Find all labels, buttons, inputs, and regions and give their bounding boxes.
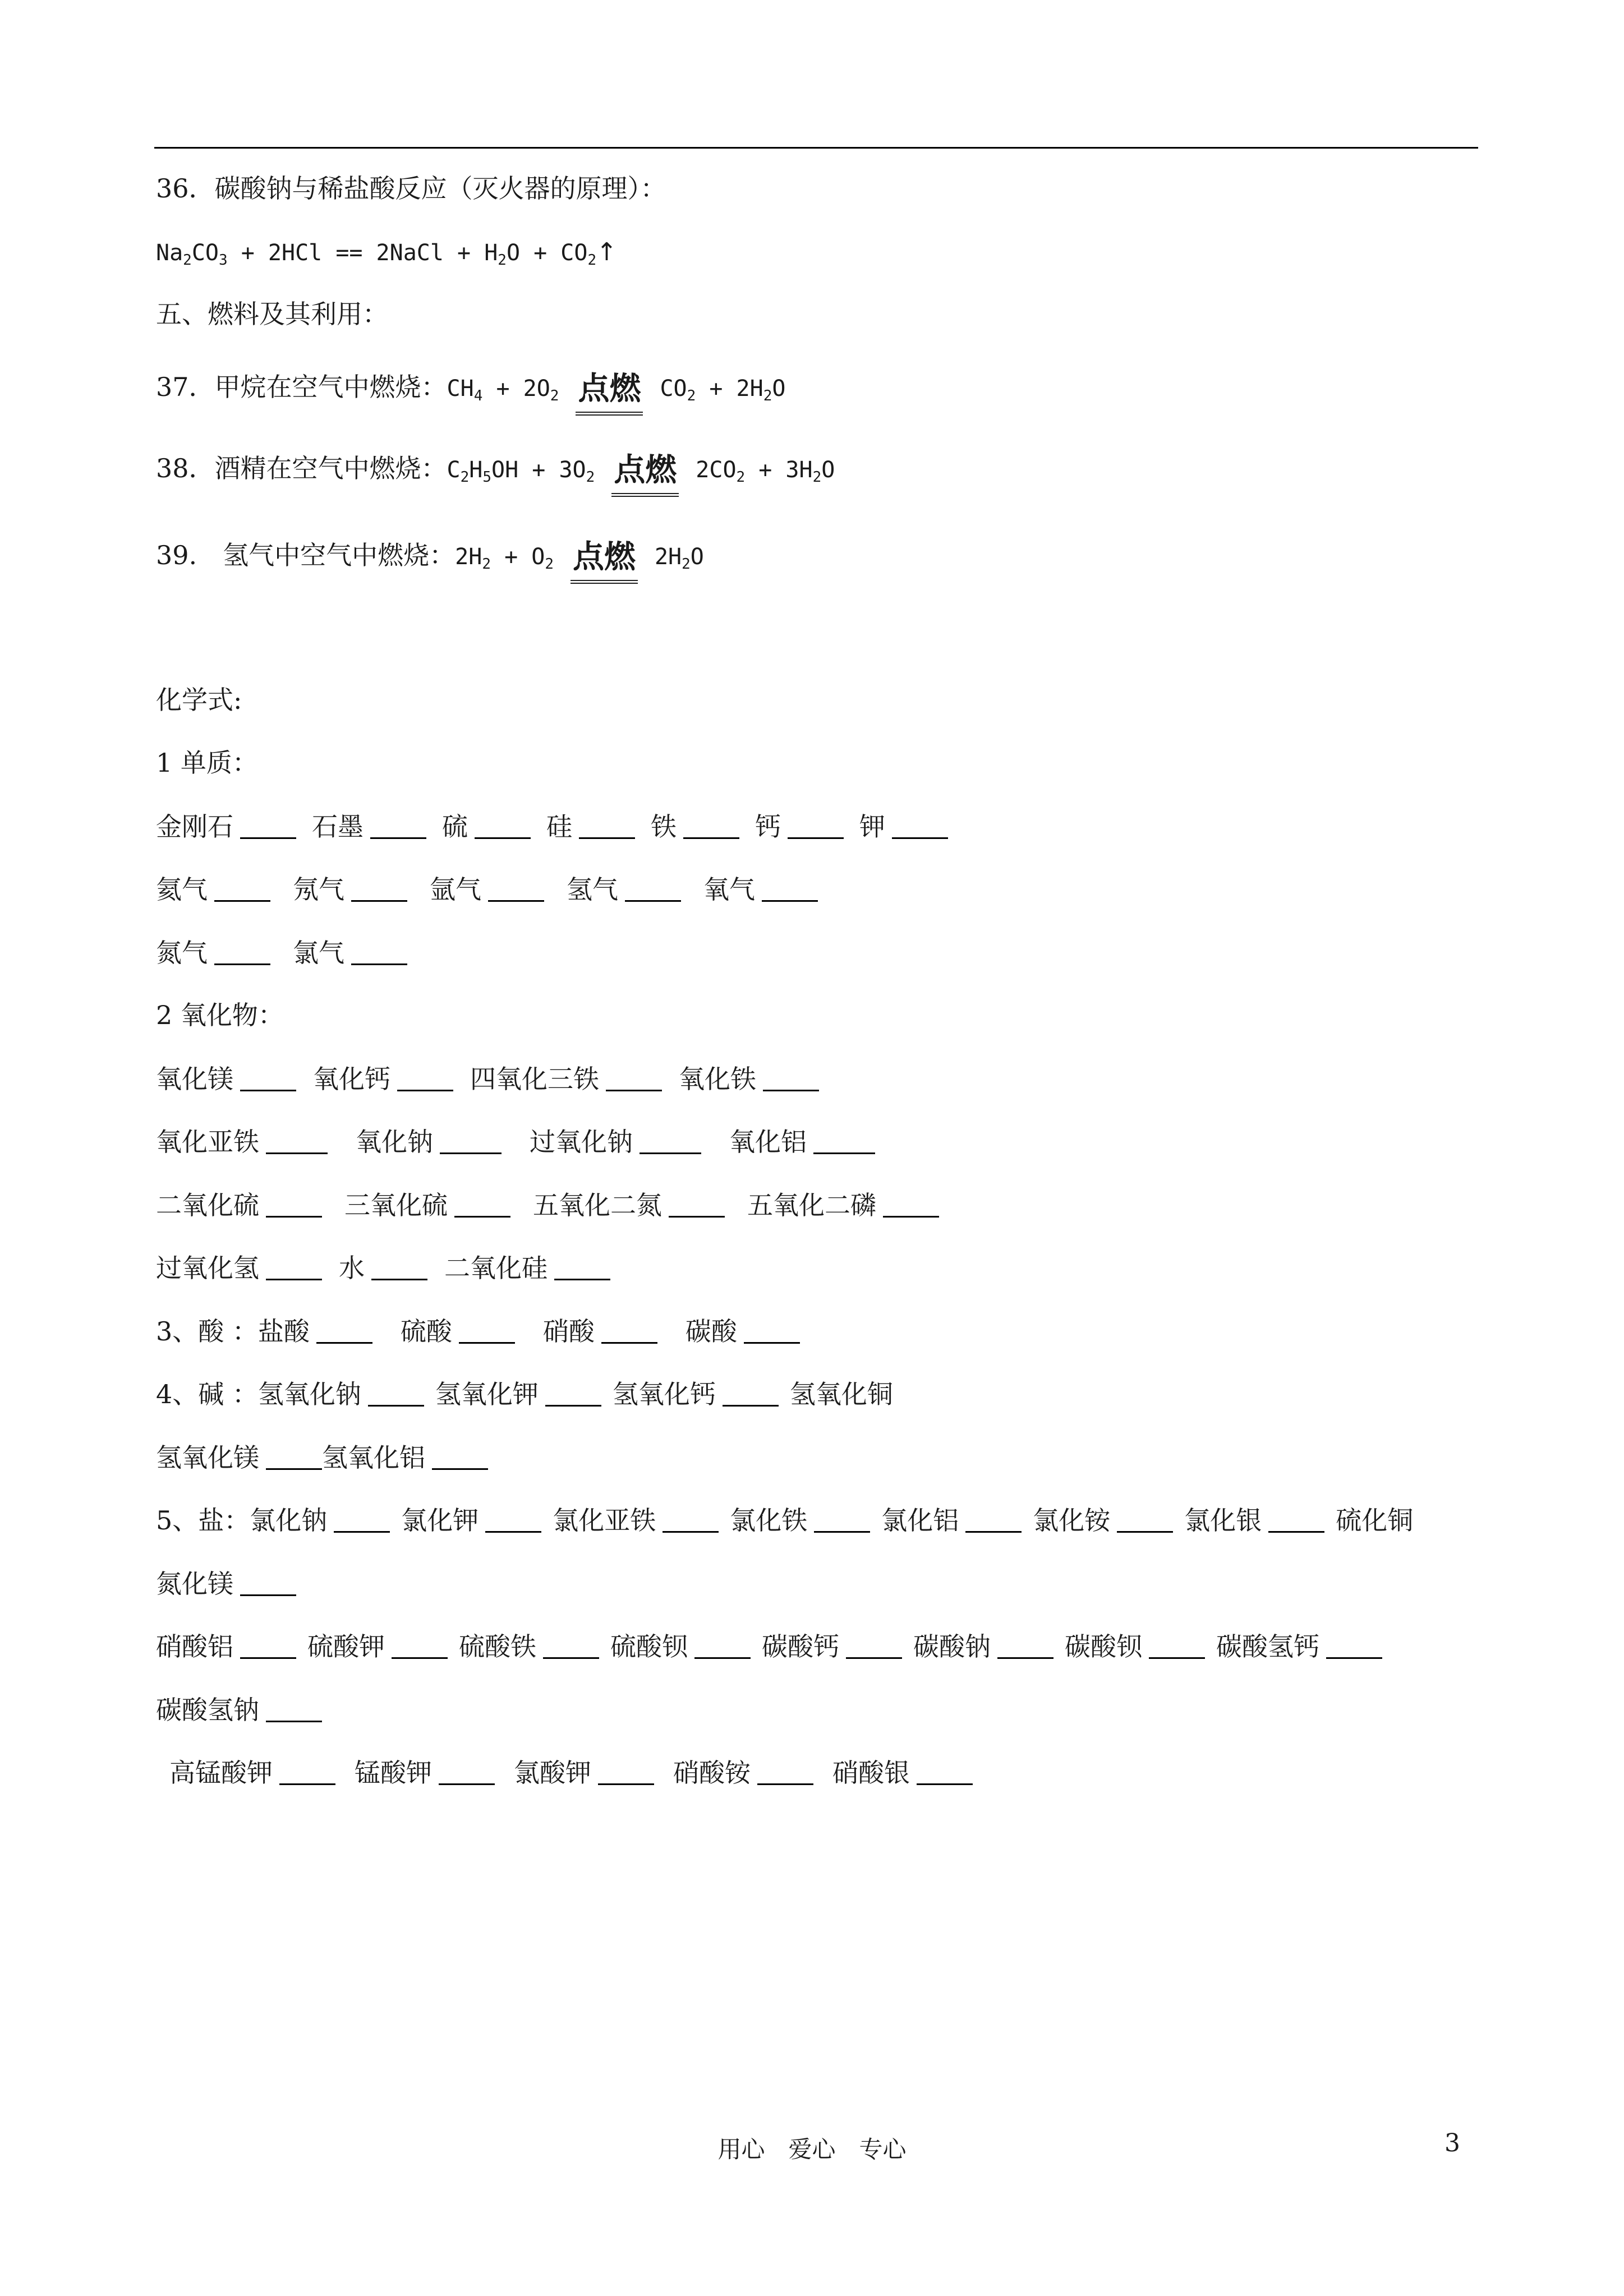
formula-term: 石墨 (312, 812, 364, 842)
reaction-38-condition: 点燃 (611, 454, 679, 497)
answer-blank[interactable] (763, 1062, 819, 1091)
formula-term: 硫 (442, 812, 468, 842)
acids-items (258, 1316, 828, 1347)
formula-term: 水 (339, 1253, 365, 1283)
reaction-36-title: 36．碳酸钠与稀盐酸反应（灭火器的原理）： (156, 173, 666, 204)
answer-blank[interactable] (997, 1629, 1053, 1659)
answer-blank[interactable] (598, 1755, 654, 1785)
formula-term: 过氧化钠 (530, 1127, 633, 1157)
answer-blank[interactable] (351, 935, 407, 965)
formula-term: 碳酸 (685, 1316, 737, 1347)
bases-items (258, 1379, 893, 1409)
answer-blank[interactable] (640, 1124, 701, 1154)
formula-term: 铁 (651, 812, 677, 842)
answer-blank[interactable] (351, 872, 407, 902)
formula-term: 氢氧化钾 (435, 1379, 539, 1409)
elements-row-1 (156, 809, 964, 843)
formula-term: 四氧化三铁 (470, 1064, 599, 1094)
oxides-heading: 2 氧化物： (156, 1000, 284, 1030)
answer-blank[interactable] (813, 1124, 875, 1154)
answer-blank[interactable] (240, 809, 296, 839)
answer-blank[interactable] (601, 1314, 657, 1344)
answer-blank[interactable] (316, 1314, 372, 1344)
answer-blank[interactable] (965, 1503, 1022, 1533)
formula-term: 氧化钙 (313, 1064, 390, 1094)
formula-term: 硫酸铁 (459, 1631, 536, 1662)
answer-blank[interactable] (266, 1251, 322, 1280)
answer-blank[interactable] (694, 1629, 751, 1659)
formula-term: 碳酸氢钙 (1216, 1631, 1319, 1662)
formula-term: 五氧化二磷 (747, 1190, 876, 1220)
answer-blank[interactable] (368, 1377, 424, 1407)
formula-term: 氧化铝 (729, 1127, 807, 1157)
formula-term: 氖气 (293, 874, 344, 905)
formula-term: 氢氧化钙 (612, 1379, 716, 1409)
formula-term: 氧化铁 (679, 1064, 756, 1094)
formula-term: 碳酸钡 (1065, 1631, 1142, 1662)
formula-term: 氢气 (567, 874, 618, 905)
reaction-36-equation: $Na_2CO_3 + 2HCl$ == 2NaCl + $H_2O$ + $CO_2↑$ (156, 238, 617, 269)
answer-blank[interactable] (240, 1062, 296, 1091)
answer-blank[interactable] (554, 1251, 610, 1280)
reaction-38-label: 38．酒精在空气中燃烧： (156, 453, 447, 483)
answer-blank[interactable] (723, 1377, 779, 1407)
section-fuels-heading: 五、燃料及其利用： (156, 299, 388, 329)
salts-row-2 (156, 1566, 296, 1601)
oxides-row-2 (156, 1124, 903, 1159)
answer-blank[interactable] (485, 1503, 541, 1533)
answer-blank[interactable] (454, 1188, 510, 1218)
salts-row-4 (156, 1693, 322, 1727)
answer-blank[interactable] (762, 872, 818, 902)
reaction-39-condition: 点燃 (571, 541, 638, 584)
answer-blank[interactable] (545, 1377, 601, 1407)
formula-term: 氢氧化镁 (156, 1442, 259, 1473)
formula-term: 氦气 (156, 874, 208, 905)
salts-items-1 (250, 1505, 1413, 1536)
reaction-39: 39. 氢气中空气中燃烧：$2H_2 + O_2$ 点燃 $2H_2O$ (156, 538, 704, 584)
bases-row-1 (156, 1377, 893, 1411)
answer-blank[interactable] (1326, 1629, 1382, 1659)
oxides-row-3 (156, 1188, 961, 1222)
page-number: 3 (1444, 2129, 1460, 2157)
formula-term: 碳酸钠 (913, 1631, 991, 1662)
answer-blank[interactable] (439, 1755, 495, 1785)
answer-blank[interactable] (1149, 1629, 1205, 1659)
answer-blank[interactable] (543, 1629, 599, 1659)
answer-blank[interactable] (279, 1755, 335, 1785)
acids-heading: 3、酸 ： (156, 1316, 258, 1347)
formula-term: 钾 (859, 812, 885, 842)
formula-term: 氯化银 (1184, 1505, 1262, 1536)
formula-term: 氯酸钾 (514, 1758, 591, 1788)
reaction-37: 37．甲烷在空气中燃烧：$CH_4 + 2O_2$ 点燃 $CO_2 + 2H_2O$ (156, 370, 785, 416)
answer-blank[interactable] (475, 809, 531, 839)
formula-term: 硝酸铝 (156, 1631, 233, 1662)
salts-row-5 (169, 1755, 992, 1790)
reaction-38: 38．酒精在空气中燃烧：$C_2H_5OH + 3O_2$ 点燃 $2CO_2 + 3H_2O$ (156, 451, 835, 497)
bases-row-2 (156, 1440, 488, 1474)
elements-heading: 1 单质： (156, 748, 258, 778)
answer-blank[interactable] (488, 872, 544, 902)
salts-heading: 5、盐： (156, 1505, 250, 1536)
formula-term: 碳酸钙 (762, 1631, 839, 1662)
formula-term: 过氧化氢 (156, 1253, 259, 1283)
reaction-37-label: 37．甲烷在空气中燃烧： (156, 372, 447, 402)
answer-blank[interactable] (214, 935, 270, 965)
formula-term: 高锰酸钾 (169, 1758, 273, 1788)
formula-term: 二氧化硫 (156, 1190, 259, 1220)
formula-term: 氮气 (156, 938, 208, 968)
formula-term: 氢氧化铝 (322, 1442, 425, 1473)
formula-term: 硫酸钾 (307, 1631, 385, 1662)
bases-heading: 4、碱 ： (156, 1379, 258, 1409)
formula-term: 氧化镁 (156, 1064, 233, 1094)
answer-blank[interactable] (440, 1124, 502, 1154)
formula-term: 氯化钾 (401, 1505, 479, 1536)
formula-term: 氢氧化铜 (789, 1379, 893, 1409)
salts-row-1 (156, 1503, 1413, 1537)
answer-blank[interactable] (1268, 1503, 1324, 1533)
oxides-row-1 (156, 1062, 836, 1096)
formula-term: 金刚石 (156, 812, 233, 842)
answer-blank[interactable] (266, 1440, 322, 1470)
answer-blank[interactable] (432, 1440, 488, 1470)
elements-row-2 (156, 872, 840, 906)
formula-term: 硅 (546, 812, 572, 842)
formula-term: 二氧化硅 (444, 1253, 548, 1283)
answer-blank[interactable] (892, 809, 948, 839)
answer-blank[interactable] (917, 1755, 973, 1785)
formula-term: 盐酸 (257, 1316, 310, 1347)
answer-blank[interactable] (606, 1062, 662, 1091)
answer-blank[interactable] (397, 1062, 453, 1091)
reaction-37-condition: 点燃 (576, 372, 643, 416)
answer-blank[interactable] (334, 1503, 390, 1533)
answer-blank[interactable] (683, 809, 739, 839)
formula-term: 氯化铁 (730, 1505, 808, 1536)
formula-term: 五氧化二氮 (533, 1190, 662, 1220)
formula-term: 氧化亚铁 (156, 1127, 259, 1157)
formula-term: 氢氧化钠 (257, 1379, 361, 1409)
formula-term: 硫酸 (400, 1316, 452, 1347)
answer-blank[interactable] (663, 1503, 719, 1533)
answer-blank[interactable] (240, 1566, 296, 1596)
formula-term: 碳酸氢钠 (156, 1695, 259, 1725)
formula-term: 氮化镁 (156, 1569, 233, 1599)
answer-blank[interactable] (788, 809, 844, 839)
elements-row-3 (156, 935, 430, 970)
answer-blank[interactable] (625, 872, 681, 902)
answer-blank[interactable] (669, 1188, 725, 1218)
acids-row (156, 1314, 828, 1348)
formula-term: 钙 (755, 812, 781, 842)
answer-blank[interactable] (371, 1251, 427, 1280)
oxides-row-4 (156, 1251, 627, 1285)
formula-term: 氯化铝 (881, 1505, 959, 1536)
answer-blank[interactable] (846, 1629, 902, 1659)
answer-blank[interactable] (370, 809, 426, 839)
answer-blank[interactable] (214, 872, 270, 902)
formula-term: 氧化钠 (356, 1127, 433, 1157)
answer-blank[interactable] (883, 1188, 939, 1218)
answer-blank[interactable] (1117, 1503, 1173, 1533)
reaction-39-label: 39. 氢气中空气中燃烧： (156, 540, 456, 570)
answer-blank[interactable] (240, 1629, 296, 1659)
formula-term: 硝酸 (542, 1316, 595, 1347)
formula-term: 硫化铜 (1336, 1505, 1414, 1536)
answer-blank[interactable] (814, 1503, 870, 1533)
formula-term: 氧气 (703, 874, 755, 905)
answer-blank[interactable] (266, 1693, 322, 1722)
answer-blank[interactable] (757, 1755, 813, 1785)
formula-term: 氯气 (293, 938, 344, 968)
formula-term: 锰酸钾 (355, 1758, 432, 1788)
formula-term: 硝酸银 (832, 1758, 910, 1788)
answer-blank[interactable] (459, 1314, 515, 1344)
answer-blank[interactable] (266, 1124, 328, 1154)
footer-motto: 用心 爱心 专心 (717, 2136, 907, 2163)
formula-term: 氩气 (430, 874, 481, 905)
formula-term: 硝酸铵 (673, 1758, 751, 1788)
gas-arrow-icon: ↑ (596, 238, 617, 266)
salts-row-3 (156, 1629, 1393, 1663)
answer-blank[interactable] (392, 1629, 448, 1659)
answer-blank[interactable] (266, 1188, 322, 1218)
formula-term: 三氧化硫 (344, 1190, 448, 1220)
formula-term: 硫酸钡 (610, 1631, 688, 1662)
formula-term: 氯化亚铁 (553, 1505, 656, 1536)
header-rule (154, 147, 1478, 149)
formulas-title: 化学式: (156, 685, 242, 715)
formula-term: 氯化铵 (1033, 1505, 1111, 1536)
formula-term: 氯化钠 (250, 1505, 328, 1536)
answer-blank[interactable] (744, 1314, 800, 1344)
answer-blank[interactable] (579, 809, 635, 839)
